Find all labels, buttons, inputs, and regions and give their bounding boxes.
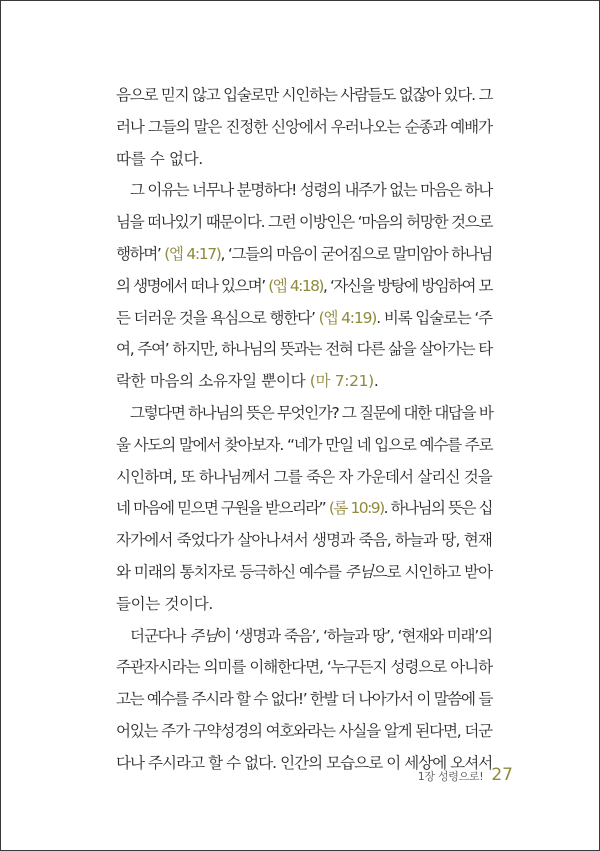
text-segment: 님을 떠나있기 때문이다. 그런 이방인은 ‘마음의 허망한 것으로	[116, 213, 493, 232]
text-segment: 으로 시인하고 받아	[372, 562, 492, 581]
text-line	[116, 493, 492, 525]
text-segment: 행하며’	[116, 244, 165, 263]
text-segment: 든 더러운 것을 욕심으로 행한다’	[116, 308, 319, 327]
text-line	[116, 525, 492, 557]
scripture-reference: (롬 10:9)	[328, 499, 384, 518]
text-segment: 다나 주시라고 할 수 없다. 인간의 모습으로 이 세상에 오셔서	[116, 753, 493, 772]
text-line	[116, 430, 492, 462]
text-line	[116, 80, 492, 112]
text-segment: 러나 그들의 말은 진정한 신앙에서 우러나오는 순종과 예배가	[116, 117, 492, 136]
page-number: 27	[491, 765, 513, 785]
paragraph	[116, 80, 492, 175]
text-line	[116, 589, 492, 621]
text-line	[116, 652, 492, 684]
text-segment: 네 마음에 믿으면 구원을 받으리라”	[116, 499, 329, 518]
paragraph	[116, 621, 492, 780]
text-line	[116, 557, 492, 589]
text-segment: . 하나님의 뜻은 십	[383, 499, 492, 518]
scripture-reference: (엡 4:19)	[318, 308, 377, 327]
text-segment: , ‘그들의 마음이 굳어짐으로 말미암아 하나님	[220, 244, 492, 263]
page-footer	[418, 765, 513, 785]
text-line	[116, 366, 492, 398]
scripture-reference: (마 7:21)	[309, 372, 374, 391]
text-segment: 와 미래의 통치자로 등극하신 예수를	[116, 562, 345, 581]
text-segment: 여, 주여’ 하지만, 하나님의 뜻과는 전혀 다른 삶을 살아가는 타	[116, 340, 492, 359]
text-segment: 주관자시라는 의미를 이해한다면, ‘누구든지 성령으로 아니하	[116, 658, 492, 677]
text-line	[116, 621, 492, 653]
text-line	[116, 684, 492, 716]
text-segment: 락한 마음의 소유자일 뿐이다	[116, 372, 310, 391]
text-segment: 따를 수 없다.	[116, 149, 203, 168]
text-segment: 그 이유는 너무나 분명하다! 성령의 내주가 없는 마음은 하나	[130, 181, 492, 200]
emphasis-text: 주님	[344, 562, 373, 581]
text-segment: 들이는 것이다.	[116, 594, 213, 613]
text-line	[116, 398, 492, 430]
text-line	[116, 175, 492, 207]
text-line	[116, 112, 492, 144]
text-line	[116, 207, 492, 239]
text-segment: 이 ‘생명과 죽음’, ‘하늘과 땅’, ‘현재와 미래’의	[216, 626, 492, 645]
text-line	[116, 303, 492, 335]
text-segment: 자가에서 죽었다가 살아나셔서 생명과 죽음, 하늘과 땅, 현재	[116, 531, 492, 550]
text-segment: 어있는 주가 구약성경의 여호와라는 사실을 알게 된다면, 더군	[116, 721, 492, 740]
text-segment: 그렇다면 하나님의 뜻은 무엇인가? 그 질문에 대한 대답을 바	[130, 403, 493, 422]
body-text	[116, 80, 492, 780]
text-segment: 울 사도의 말에서 찾아보자. “네가 만일 네 입으로 예수를 주로	[116, 435, 493, 454]
scripture-reference: (엡 4:17)	[164, 244, 221, 263]
text-segment: 고는 예수를 주시라 할 수 없다!’ 한발 더 나아가서 이 말씀에 들	[116, 690, 492, 709]
text-line	[116, 462, 492, 494]
text-segment: 음으로 믿지 않고 입술로만 시인하는 사람들도 없잖아 있다. 그	[116, 86, 493, 104]
text-segment: 더군다나	[130, 626, 190, 645]
text-line	[116, 144, 492, 176]
text-segment: 시인하며, 또 하나님께서 그를 죽은 자 가운데서 살리신 것을	[116, 467, 492, 486]
paragraph	[116, 398, 492, 621]
text-line	[116, 716, 492, 748]
scripture-reference: (엡 4:18)	[268, 276, 323, 295]
text-line	[116, 239, 492, 271]
text-segment: 의 생명에서 떠나 있으며’	[116, 276, 269, 295]
text-line	[116, 271, 492, 303]
chapter-label: 1장 성령으로!	[417, 770, 484, 783]
text-line	[116, 334, 492, 366]
paragraph	[116, 175, 492, 398]
text-segment: , ‘자신을 방탕에 방임하여 모	[322, 276, 492, 295]
emphasis-text: 주님	[189, 626, 217, 645]
text-segment: .	[373, 372, 379, 391]
text-segment: . 비록 입술로는 ‘주	[376, 308, 492, 327]
